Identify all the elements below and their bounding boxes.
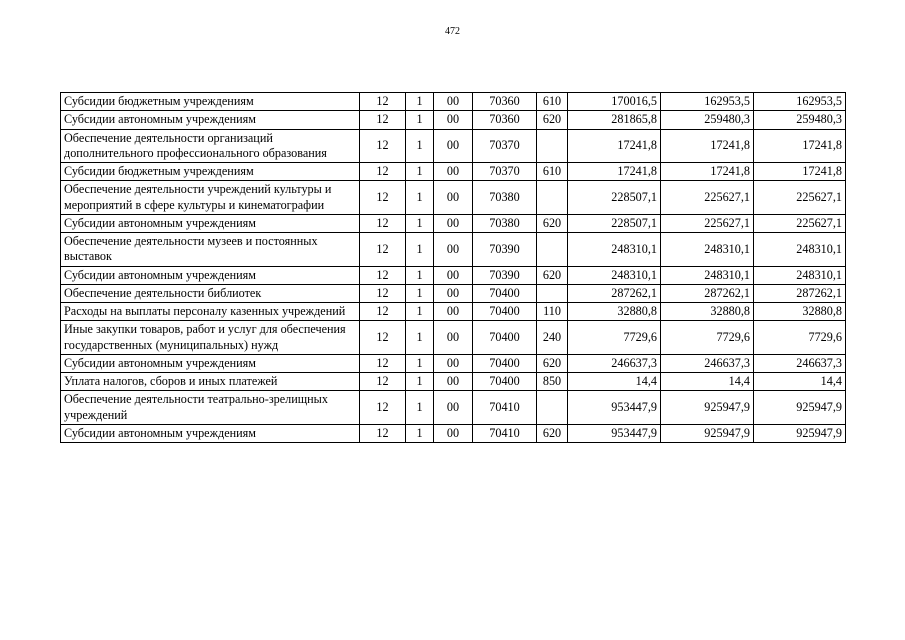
section-code-cell: 12 bbox=[360, 181, 406, 215]
amount-year1-cell: 170016,5 bbox=[568, 93, 661, 111]
amount-year3-cell: 32880,8 bbox=[754, 303, 846, 321]
expense-type-cell: 620 bbox=[537, 266, 568, 284]
subsection-code-cell: 1 bbox=[406, 111, 434, 129]
subsection-code-cell: 1 bbox=[406, 266, 434, 284]
target-article-cell: 70400 bbox=[473, 373, 537, 391]
target-article-cell: 70400 bbox=[473, 284, 537, 302]
section-code-cell: 12 bbox=[360, 233, 406, 267]
amount-year2-cell: 259480,3 bbox=[661, 111, 754, 129]
amount-year1-cell: 953447,9 bbox=[568, 424, 661, 442]
subsection-code-cell: 1 bbox=[406, 181, 434, 215]
table-row bbox=[61, 266, 846, 284]
table-row bbox=[61, 354, 846, 372]
expense-name-cell: Обеспечение деятельности театрально-зрелищных учреждений bbox=[61, 391, 360, 425]
expense-name-cell: Обеспечение деятельности библиотек bbox=[61, 284, 360, 302]
subsection-code-cell: 1 bbox=[406, 129, 434, 163]
expense-name-cell: Субсидии автономным учреждениям bbox=[61, 424, 360, 442]
program-code-cell: 00 bbox=[434, 111, 473, 129]
subsection-code-cell: 1 bbox=[406, 424, 434, 442]
amount-year3-cell: 248310,1 bbox=[754, 266, 846, 284]
target-article-cell: 70380 bbox=[473, 181, 537, 215]
amount-year3-cell: 925947,9 bbox=[754, 391, 846, 425]
amount-year1-cell: 953447,9 bbox=[568, 391, 661, 425]
amount-year1-cell: 32880,8 bbox=[568, 303, 661, 321]
table-row bbox=[61, 321, 846, 355]
program-code-cell: 00 bbox=[434, 303, 473, 321]
page-number: 472 bbox=[445, 26, 460, 37]
program-code-cell: 00 bbox=[434, 266, 473, 284]
subsection-code-cell: 1 bbox=[406, 163, 434, 181]
program-code-cell: 00 bbox=[434, 214, 473, 232]
subsection-code-cell: 1 bbox=[406, 284, 434, 302]
amount-year2-cell: 225627,1 bbox=[661, 181, 754, 215]
table-row bbox=[61, 233, 846, 267]
section-code-cell: 12 bbox=[360, 129, 406, 163]
target-article-cell: 70400 bbox=[473, 354, 537, 372]
amount-year2-cell: 287262,1 bbox=[661, 284, 754, 302]
target-article-cell: 70410 bbox=[473, 391, 537, 425]
expense-type-cell bbox=[537, 391, 568, 425]
section-code-cell: 12 bbox=[360, 424, 406, 442]
amount-year1-cell: 14,4 bbox=[568, 373, 661, 391]
budget-table bbox=[60, 92, 846, 443]
amount-year2-cell: 225627,1 bbox=[661, 214, 754, 232]
amount-year2-cell: 246637,3 bbox=[661, 354, 754, 372]
amount-year3-cell: 246637,3 bbox=[754, 354, 846, 372]
section-code-cell: 12 bbox=[360, 266, 406, 284]
section-code-cell: 12 bbox=[360, 214, 406, 232]
target-article-cell: 70410 bbox=[473, 424, 537, 442]
program-code-cell: 00 bbox=[434, 391, 473, 425]
section-code-cell: 12 bbox=[360, 373, 406, 391]
amount-year2-cell: 17241,8 bbox=[661, 129, 754, 163]
amount-year2-cell: 14,4 bbox=[661, 373, 754, 391]
amount-year1-cell: 17241,8 bbox=[568, 129, 661, 163]
section-code-cell: 12 bbox=[360, 93, 406, 111]
amount-year3-cell: 17241,8 bbox=[754, 129, 846, 163]
table-row bbox=[61, 129, 846, 163]
expense-name-cell: Обеспечение деятельности музеев и постоянных выставок bbox=[61, 233, 360, 267]
expense-type-cell bbox=[537, 181, 568, 215]
expense-type-cell: 110 bbox=[537, 303, 568, 321]
program-code-cell: 00 bbox=[434, 163, 473, 181]
subsection-code-cell: 1 bbox=[406, 391, 434, 425]
amount-year1-cell: 248310,1 bbox=[568, 266, 661, 284]
program-code-cell: 00 bbox=[434, 93, 473, 111]
table-row bbox=[61, 303, 846, 321]
expense-type-cell: 850 bbox=[537, 373, 568, 391]
target-article-cell: 70400 bbox=[473, 303, 537, 321]
table-row bbox=[61, 181, 846, 215]
section-code-cell: 12 bbox=[360, 354, 406, 372]
expense-name-cell: Субсидии бюджетным учреждениям bbox=[61, 93, 360, 111]
amount-year2-cell: 925947,9 bbox=[661, 391, 754, 425]
amount-year1-cell: 7729,6 bbox=[568, 321, 661, 355]
table-row bbox=[61, 373, 846, 391]
subsection-code-cell: 1 bbox=[406, 373, 434, 391]
expense-name-cell: Субсидии автономным учреждениям bbox=[61, 266, 360, 284]
expense-type-cell: 610 bbox=[537, 163, 568, 181]
expense-type-cell: 620 bbox=[537, 214, 568, 232]
table-row bbox=[61, 214, 846, 232]
table-row bbox=[61, 284, 846, 302]
expense-name-cell: Иные закупки товаров, работ и услуг для обеспечения государственных (муниципальных) нужд bbox=[61, 321, 360, 355]
amount-year3-cell: 17241,8 bbox=[754, 163, 846, 181]
section-code-cell: 12 bbox=[360, 321, 406, 355]
program-code-cell: 00 bbox=[434, 129, 473, 163]
amount-year3-cell: 162953,5 bbox=[754, 93, 846, 111]
program-code-cell: 00 bbox=[434, 181, 473, 215]
program-code-cell: 00 bbox=[434, 424, 473, 442]
section-code-cell: 12 bbox=[360, 391, 406, 425]
table-row bbox=[61, 424, 846, 442]
expense-type-cell: 620 bbox=[537, 111, 568, 129]
expense-type-cell: 240 bbox=[537, 321, 568, 355]
subsection-code-cell: 1 bbox=[406, 93, 434, 111]
amount-year1-cell: 248310,1 bbox=[568, 233, 661, 267]
amount-year2-cell: 17241,8 bbox=[661, 163, 754, 181]
expense-type-cell: 610 bbox=[537, 93, 568, 111]
expense-name-cell: Обеспечение деятельности учреждений культуры и мероприятий в сфере культуры и кинематографии bbox=[61, 181, 360, 215]
amount-year1-cell: 281865,8 bbox=[568, 111, 661, 129]
program-code-cell: 00 bbox=[434, 233, 473, 267]
amount-year1-cell: 17241,8 bbox=[568, 163, 661, 181]
expense-type-cell bbox=[537, 129, 568, 163]
amount-year3-cell: 14,4 bbox=[754, 373, 846, 391]
program-code-cell: 00 bbox=[434, 354, 473, 372]
target-article-cell: 70370 bbox=[473, 129, 537, 163]
section-code-cell: 12 bbox=[360, 163, 406, 181]
expense-type-cell: 620 bbox=[537, 424, 568, 442]
target-article-cell: 70370 bbox=[473, 163, 537, 181]
budget-table-body bbox=[61, 93, 846, 443]
table-row bbox=[61, 93, 846, 111]
amount-year3-cell: 287262,1 bbox=[754, 284, 846, 302]
expense-name-cell: Расходы на выплаты персоналу казенных учреждений bbox=[61, 303, 360, 321]
amount-year2-cell: 248310,1 bbox=[661, 266, 754, 284]
amount-year1-cell: 246637,3 bbox=[568, 354, 661, 372]
expense-name-cell: Субсидии автономным учреждениям bbox=[61, 111, 360, 129]
section-code-cell: 12 bbox=[360, 303, 406, 321]
amount-year3-cell: 248310,1 bbox=[754, 233, 846, 267]
expense-name-cell: Уплата налогов, сборов и иных платежей bbox=[61, 373, 360, 391]
program-code-cell: 00 bbox=[434, 373, 473, 391]
table-row bbox=[61, 163, 846, 181]
subsection-code-cell: 1 bbox=[406, 354, 434, 372]
table-row bbox=[61, 391, 846, 425]
amount-year2-cell: 162953,5 bbox=[661, 93, 754, 111]
target-article-cell: 70360 bbox=[473, 111, 537, 129]
section-code-cell: 12 bbox=[360, 111, 406, 129]
section-code-cell: 12 bbox=[360, 284, 406, 302]
table-row bbox=[61, 111, 846, 129]
amount-year2-cell: 32880,8 bbox=[661, 303, 754, 321]
amount-year3-cell: 259480,3 bbox=[754, 111, 846, 129]
target-article-cell: 70360 bbox=[473, 93, 537, 111]
amount-year2-cell: 7729,6 bbox=[661, 321, 754, 355]
expense-name-cell: Обеспечение деятельности организаций дополнительного профессионального образования bbox=[61, 129, 360, 163]
amount-year3-cell: 7729,6 bbox=[754, 321, 846, 355]
expense-type-cell bbox=[537, 233, 568, 267]
target-article-cell: 70390 bbox=[473, 266, 537, 284]
amount-year2-cell: 925947,9 bbox=[661, 424, 754, 442]
target-article-cell: 70380 bbox=[473, 214, 537, 232]
subsection-code-cell: 1 bbox=[406, 233, 434, 267]
target-article-cell: 70390 bbox=[473, 233, 537, 267]
amount-year1-cell: 287262,1 bbox=[568, 284, 661, 302]
target-article-cell: 70400 bbox=[473, 321, 537, 355]
amount-year2-cell: 248310,1 bbox=[661, 233, 754, 267]
subsection-code-cell: 1 bbox=[406, 214, 434, 232]
amount-year1-cell: 228507,1 bbox=[568, 214, 661, 232]
amount-year1-cell: 228507,1 bbox=[568, 181, 661, 215]
subsection-code-cell: 1 bbox=[406, 303, 434, 321]
program-code-cell: 00 bbox=[434, 284, 473, 302]
amount-year3-cell: 925947,9 bbox=[754, 424, 846, 442]
amount-year3-cell: 225627,1 bbox=[754, 214, 846, 232]
expense-name-cell: Субсидии автономным учреждениям bbox=[61, 354, 360, 372]
amount-year3-cell: 225627,1 bbox=[754, 181, 846, 215]
expense-type-cell: 620 bbox=[537, 354, 568, 372]
expense-type-cell bbox=[537, 284, 568, 302]
program-code-cell: 00 bbox=[434, 321, 473, 355]
expense-name-cell: Субсидии автономным учреждениям bbox=[61, 214, 360, 232]
subsection-code-cell: 1 bbox=[406, 321, 434, 355]
expense-name-cell: Субсидии бюджетным учреждениям bbox=[61, 163, 360, 181]
